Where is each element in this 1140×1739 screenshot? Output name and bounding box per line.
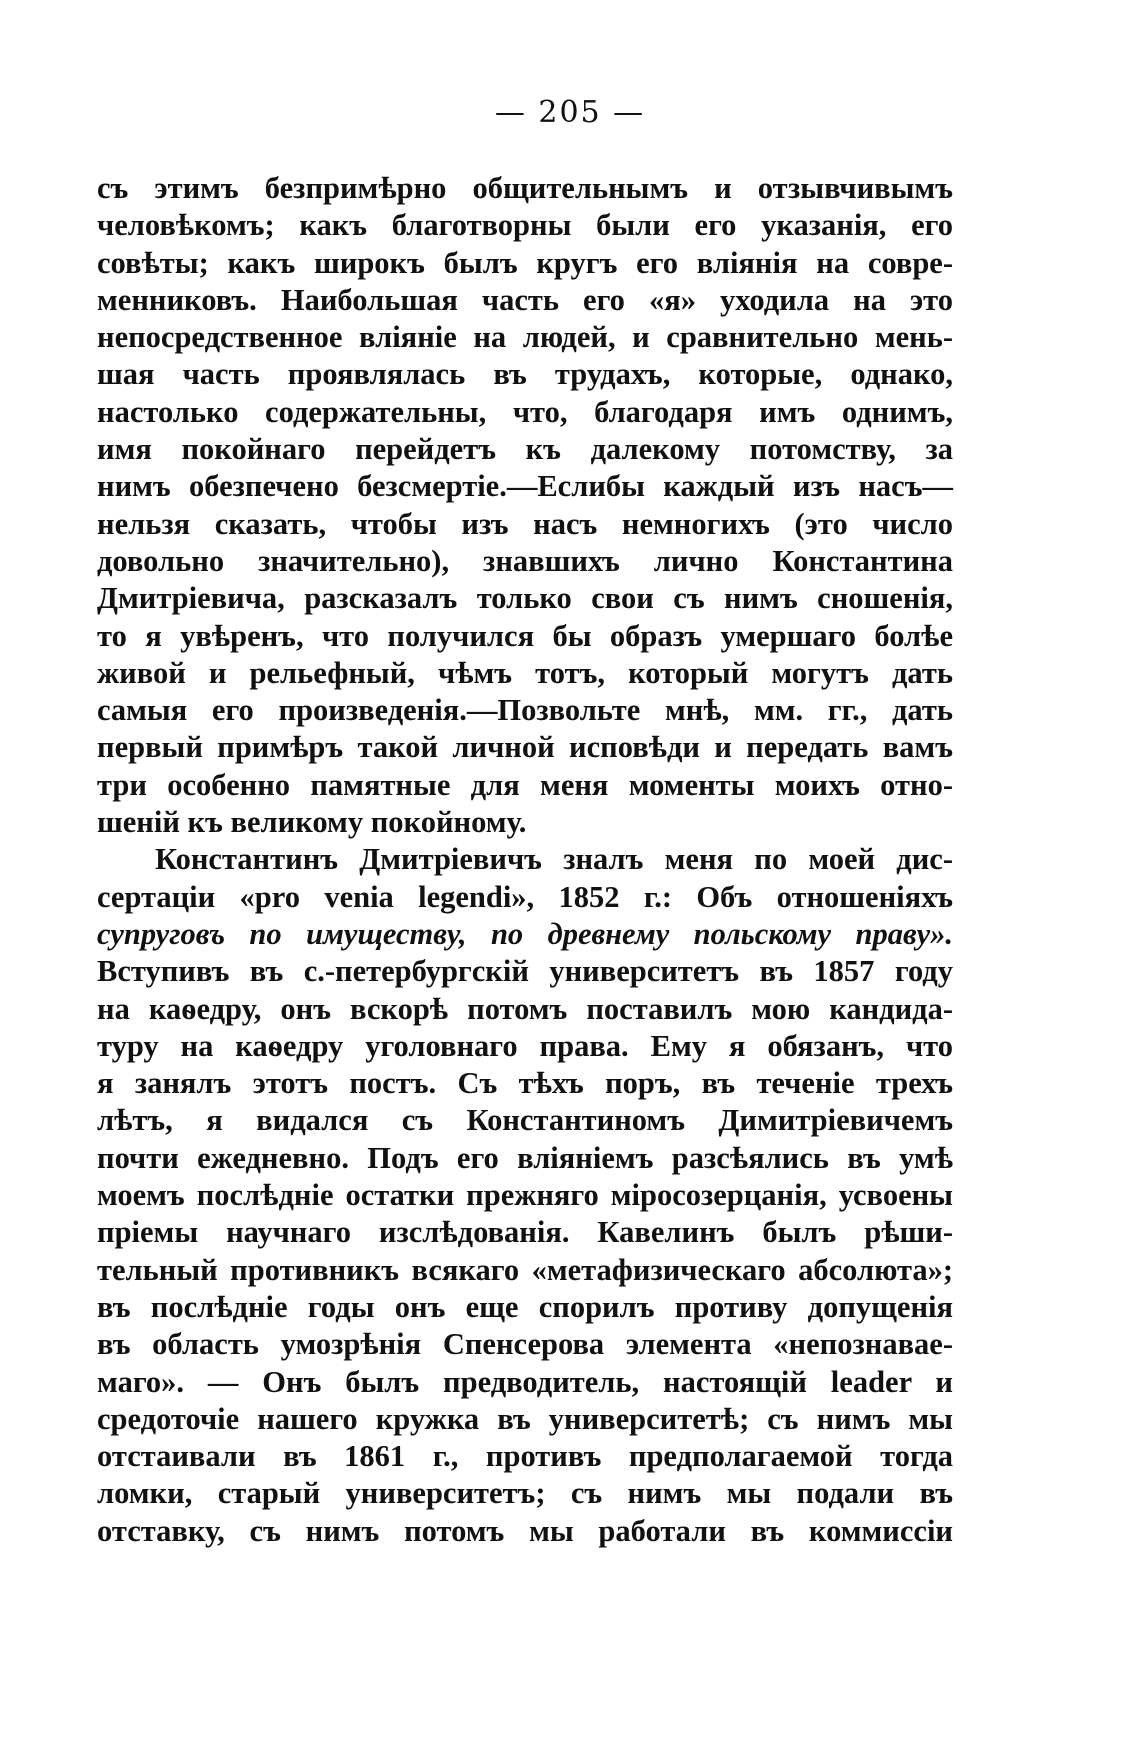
text-line: имя покойнаго перейдетъ къ далекому потомству, за [97, 432, 953, 467]
text-line: тельный противникъ всякаго «метафизическаго абсолюта»; [97, 1252, 953, 1287]
text-line: нельзя сказать, чтобы изъ насъ немногихъ (это число [97, 506, 953, 541]
text-line: самыя его произведенія.—Позвольте мнѣ, мм. гг., дать [97, 693, 953, 728]
text-line: шеній къ великому покойному. [97, 805, 527, 840]
text-line: супруговъ по имуществу, по древнему польскому праву». [97, 916, 953, 951]
page-number: — 205 — [494, 95, 646, 130]
text-line: шая часть проявлялась въ трудахъ, которые, однако, [97, 357, 953, 392]
text-line: маго». — Онъ былъ предводитель, настоящій leader и [97, 1364, 953, 1399]
text-line: менниковъ. Наибольшая часть его «я» уходила на это [97, 282, 953, 317]
text-line: лѣтъ, я видался съ Константиномъ Димитріевичемъ [97, 1103, 953, 1138]
text-line: Дмитріевича, разсказалъ только свои съ нимъ сношенія, [97, 581, 953, 616]
text-line: три особенно памятные для меня моменты моихъ отно- [97, 767, 953, 802]
text-line: довольно значительно), знавшихъ лично Константина [97, 543, 953, 578]
text-line: я занялъ этотъ постъ. Съ тѣхъ поръ, въ теченіе трехъ [97, 1066, 953, 1101]
text-line: Константинъ Дмитріевичъ зналъ меня по моей дис- [155, 842, 953, 877]
text-line: моемъ послѣдніе остатки прежняго міросозерцанія, усвоены [97, 1178, 953, 1213]
text-line: сертаціи «pro venia legendi», 1852 г.: Объ отношеніяхъ [97, 879, 953, 914]
text-line: отставку, съ нимъ потомъ мы работали въ коммиссіи [97, 1513, 953, 1548]
text-line: въ послѣдніе годы онъ еще спорилъ противу допущенія [97, 1289, 953, 1324]
text-line: то я увѣренъ, что получился бы образъ умершаго болѣе [97, 618, 953, 653]
text-line: туру на каѳедру уголовнаго права. Ему я обязанъ, что [97, 1028, 953, 1063]
text-line: Вступивъ въ с.-петербургскій университетъ въ 1857 году [97, 954, 953, 989]
text-line: человѣкомъ; какъ благотворны были его указанія, его [97, 208, 953, 243]
text-line: въ область умозрѣнія Спенсерова элемента «непознавае- [97, 1327, 953, 1362]
text-line: пріемы научнаго изслѣдованія. Кавелинъ былъ рѣши- [97, 1215, 953, 1250]
text-line: почти ежедневно. Подъ его вліяніемъ разсѣялись въ умѣ [97, 1140, 953, 1175]
text-line: первый примѣръ такой личной исповѣди и передать вамъ [97, 730, 953, 765]
text-line: ломки, старый университетъ; съ нимъ мы подали въ [97, 1476, 953, 1511]
text-line: совѣты; какъ широкъ былъ кругъ его вліянія на совре- [97, 245, 953, 280]
text-line: на каѳедру, онъ вскорѣ потомъ поставилъ мою кандида- [97, 991, 953, 1026]
text-line: средоточіе нашего кружка въ университетѣ; съ нимъ мы [97, 1401, 953, 1436]
text-line: нимъ обезпечено безсмертіе.—Еслибы каждый изъ насъ— [97, 469, 953, 504]
text-line: настолько содержательны, что, благодаря имъ однимъ, [97, 394, 953, 429]
text-line: съ этимъ безпримѣрно общительнымъ и отзывчивымъ [97, 171, 953, 205]
text-line: непосредственное вліяніе на людей, и сравнительно мень- [97, 320, 953, 355]
body-text [97, 170, 953, 1550]
text-line: отстаивали въ 1861 г., противъ предполагаемой тогда [97, 1439, 953, 1474]
text-line: живой и рельефный, чѣмъ тотъ, который могутъ дать [97, 655, 953, 690]
